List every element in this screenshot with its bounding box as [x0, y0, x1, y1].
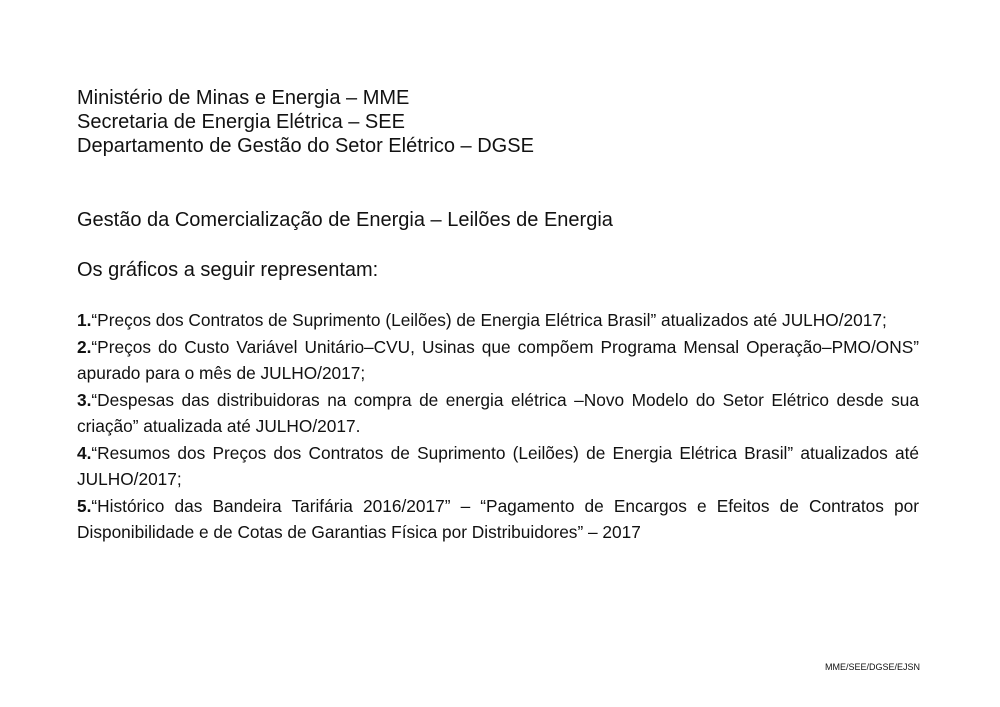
section-title: Gestão da Comercialização de Energia – Leilões de Energia: [77, 209, 613, 231]
footer-reference: MME/SEE/DGSE/EJSN: [825, 662, 921, 672]
list-item: [77, 493, 919, 546]
list-item: [77, 334, 919, 387]
intro-text: Os gráficos a seguir representam:: [77, 259, 379, 281]
list-item-number: 4.: [77, 442, 92, 463]
list-item-text: “Preços do Custo Variável Unitário–CVU, Usinas que compõem Programa Mensal Operação–PMO/ONS” apurado para o mês de JULHO/2017;: [77, 336, 919, 383]
graphs-list: [77, 307, 919, 546]
list-item-text: “Resumos dos Preços dos Contratos de Suprimento (Leilões) de Energia Elétrica Brasil” atualizados até JULHO/2017;: [77, 442, 919, 489]
secretariat-name: Secretaria de Energia Elétrica – SEE: [77, 111, 405, 133]
list-item-number: 1.: [77, 310, 92, 330]
list-item: [77, 307, 919, 334]
list-item-number: 2.: [77, 336, 92, 357]
list-item-text: “Histórico das Bandeira Tarifária 2016/2017” – “Pagamento de Encargos e Efeitos de Contratos por Disponibilidade e de Cotas de Garantias Física por Distribuidores” – 2017: [77, 495, 919, 542]
list-item-text: “Despesas das distribuidoras na compra de energia elétrica –Novo Modelo do Setor Elétrico desde sua criação” atualizada até JULHO/2017.: [77, 389, 919, 436]
ministry-name: Ministério de Minas e Energia – MME: [77, 87, 410, 109]
document-header: [77, 86, 534, 158]
department-name: Departamento de Gestão do Setor Elétrico – DGSE: [77, 135, 534, 157]
list-item: [77, 387, 919, 440]
list-item: [77, 440, 919, 493]
list-item-number: 3.: [77, 389, 92, 410]
list-item-number: 5.: [77, 495, 92, 516]
list-item-text: “Preços dos Contratos de Suprimento (Leilões) de Energia Elétrica Brasil” atualizados até JULHO/2017;: [91, 310, 887, 330]
